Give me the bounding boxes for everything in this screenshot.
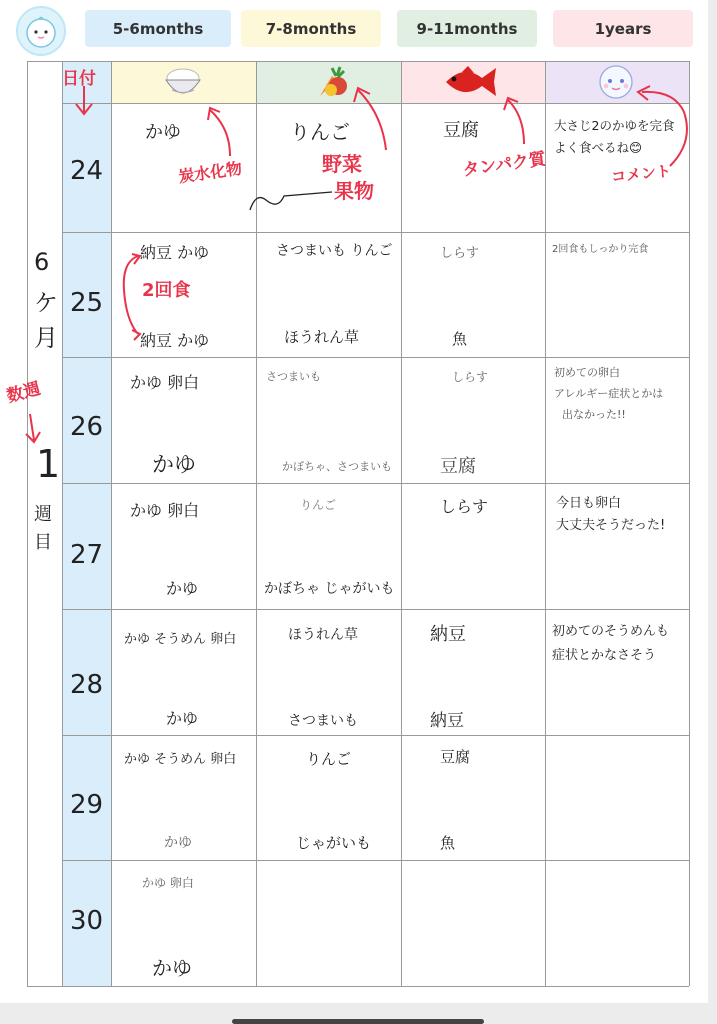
grid-line <box>62 357 689 358</box>
carbs-cell: かゆ <box>152 453 197 478</box>
carbs-cell: かゆ 卵白 <box>130 373 200 392</box>
day-number: 30 <box>70 906 104 936</box>
protein-cell: 豆腐 <box>440 456 476 477</box>
comment-cell: 大丈夫そうだった! <box>556 518 666 533</box>
veg-arrow-icon <box>346 84 396 154</box>
month-kanji: 月 <box>34 324 58 352</box>
day-number: 24 <box>70 156 104 186</box>
carbs-cell: かゆ <box>164 835 192 851</box>
carbs-cell: かゆ <box>145 122 181 143</box>
grid-line <box>27 61 28 986</box>
veg-cell: ほうれん草 <box>284 328 360 346</box>
veg-cell: さつまいも りんご <box>276 243 393 259</box>
veg-cell: りんご <box>300 498 337 512</box>
protein-cell: しらす <box>452 370 489 384</box>
week-number: 1 <box>36 442 61 486</box>
date-arrow-icon <box>70 84 100 118</box>
veg-cell: りんご <box>306 750 352 768</box>
week-arrow-icon <box>20 412 48 446</box>
tab-7-8months[interactable] <box>241 10 381 47</box>
carbs-cell: かゆ 卵白 <box>130 501 200 520</box>
comment-annotation: コメント <box>610 161 672 187</box>
protein-annotation: タンパク質 <box>461 149 548 181</box>
comment-cell: 症状とかなさそう <box>552 648 657 663</box>
tab-label: 1years <box>594 19 652 38</box>
protein-cell: 魚 <box>452 330 468 348</box>
week-count-annotation: 数週 <box>4 378 43 407</box>
comment-cell: アレルギー症状とかは <box>554 387 664 400</box>
comment-cell: 今日も卵白 <box>556 496 622 511</box>
squiggle-line-icon <box>246 180 336 220</box>
day-number: 27 <box>70 540 104 570</box>
day-number: 29 <box>70 790 104 820</box>
carbs-cell: かゆ そうめん 卵白 <box>124 752 237 767</box>
protein-cell: しらす <box>440 246 480 261</box>
veg-cell: じゃがいも <box>296 834 372 852</box>
grid-line <box>62 232 689 233</box>
two-meals-bracket-icon <box>118 250 144 342</box>
comment-arrow-icon <box>624 82 694 172</box>
tab-label: 5-6months <box>112 19 204 38</box>
grid-line <box>689 61 690 986</box>
month-digit: 6 <box>34 248 50 276</box>
comment-cell: 2回食もしっかり完食 <box>552 244 649 255</box>
veg-cell: かぼちゃ、さつまいも <box>282 460 392 473</box>
day-number: 25 <box>70 288 104 318</box>
comment-cell: 大さじ2のかゆを完食 <box>554 118 675 133</box>
carbs-cell: かゆ <box>166 709 199 728</box>
grid-line <box>62 483 689 484</box>
veg-annotation: 野菜 <box>322 152 362 176</box>
grid-line <box>27 986 689 987</box>
grid-line <box>545 61 546 986</box>
veg-cell: さつまいも <box>266 370 321 383</box>
protein-cell: 豆腐 <box>440 748 471 766</box>
carbs-cell: かゆ <box>166 579 199 598</box>
grid-line <box>62 860 689 861</box>
week-kanji: 週 <box>34 504 52 525</box>
carbs-cell: 納豆 かゆ <box>140 243 210 262</box>
grid-line <box>27 61 689 62</box>
protein-cell: 納豆 <box>430 711 464 731</box>
comment-cell: 出なかった!! <box>562 408 626 421</box>
rice-bowl-icon <box>160 62 206 104</box>
grid-line <box>401 61 402 986</box>
protein-cell: 魚 <box>440 834 456 852</box>
two-meals-annotation: 2回食 <box>142 280 191 301</box>
veg-cell: かぼちゃ じゃがいも <box>264 581 395 597</box>
comment-cell: 初めての卵白 <box>554 366 620 379</box>
date-column <box>62 61 111 986</box>
protein-cell: しらす <box>440 497 489 516</box>
comment-cell: よく食べるね😊 <box>554 140 643 155</box>
protein-arrow-icon <box>498 94 538 150</box>
carbs-annotation: 炭水化物 <box>177 158 244 187</box>
carbs-cell: かゆ <box>152 956 192 980</box>
day-number: 28 <box>70 670 104 700</box>
carbs-arrow-icon <box>200 104 240 160</box>
fruit-annotation: 果物 <box>334 179 374 203</box>
grid-line <box>62 609 689 610</box>
baby-avatar-icon[interactable] <box>16 6 66 56</box>
veg-cell: さつまいも <box>288 713 358 729</box>
tab-label: 9-11months <box>416 19 518 38</box>
grid-line <box>111 61 112 986</box>
veg-cell: りんご <box>290 120 350 144</box>
grid-line <box>62 735 689 736</box>
week-kanji-2: 目 <box>34 532 52 553</box>
carbs-cell: かゆ 卵白 <box>142 876 194 890</box>
grid-line <box>62 61 63 986</box>
tab-label: 7-8months <box>265 19 357 38</box>
carbs-cell: 納豆 かゆ <box>140 331 210 350</box>
red-fish-icon <box>440 62 500 102</box>
tab-1years[interactable] <box>553 10 693 47</box>
home-indicator[interactable] <box>232 1019 484 1024</box>
date-annotation: 日付 <box>62 69 96 89</box>
carbs-cell: かゆ そうめん 卵白 <box>124 632 237 647</box>
protein-cell: 豆腐 <box>443 120 479 141</box>
tab-5-6months[interactable] <box>85 10 231 47</box>
day-number: 26 <box>70 412 104 442</box>
tab-9-11months[interactable] <box>397 10 537 47</box>
veg-cell: ほうれん草 <box>288 627 358 643</box>
protein-cell: 納豆 <box>430 624 466 645</box>
month-ke: ケ <box>34 289 58 317</box>
comment-cell: 初めてのそうめんも <box>552 624 670 639</box>
